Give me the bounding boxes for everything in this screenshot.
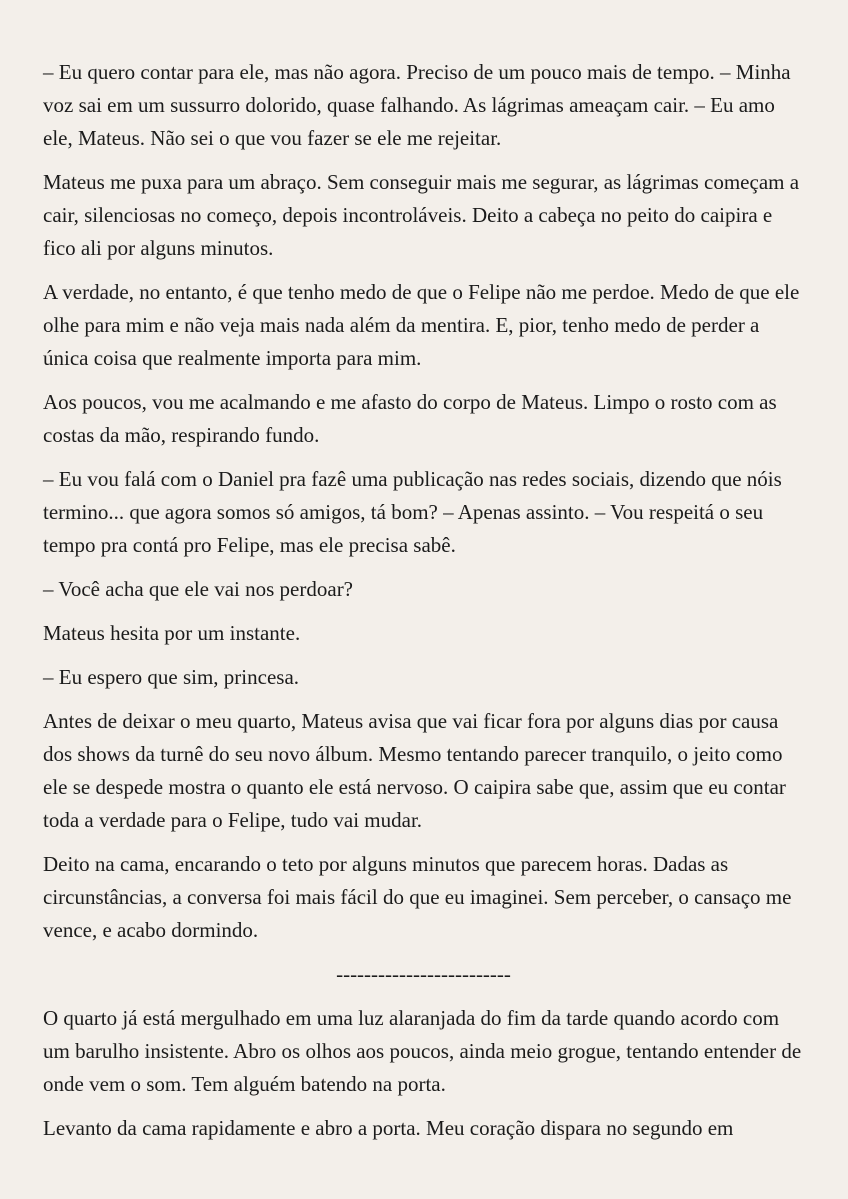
paragraph: A verdade, no entanto, é que tenho medo de que o Felipe não me perdoe. Medo de que ele olhe para mim e não veja mais nada além da mentira. E, pior, tenho medo de perder a única coisa que realmente importa para mim. bbox=[43, 280, 800, 370]
paragraph: O quarto já está mergulhado em uma luz alaranjada do fim da tarde quando acordo com um barulho insistente. Abro os olhos aos poucos, ainda meio grogue, tentando entender de onde vem o som. Tem alguém batendo na porta. bbox=[43, 1006, 802, 1096]
scene-separator: ------------------------- bbox=[336, 962, 511, 986]
paragraph: Aos poucos, vou me acalmando e me afasto do corpo de Mateus. Limpo o rosto com as costas da mão, respirando fundo. bbox=[43, 390, 777, 447]
paragraph: – Eu espero que sim, princesa. bbox=[43, 665, 300, 689]
paragraph: Antes de deixar o meu quarto, Mateus avisa que vai ficar fora por alguns dias por causa dos shows da turnê do seu novo álbum. Mesmo tentando parecer tranquilo, o jeito como ele se despede mostra o quanto ele está nervoso. O caipira sabe que, assim que eu contar toda a verdade para o Felipe, tudo vai mudar. bbox=[43, 709, 786, 832]
paragraph: – Você acha que ele vai nos perdoar? bbox=[43, 577, 354, 601]
paragraph: – Eu quero contar para ele, mas não agora. Preciso de um pouco mais de tempo. – Minha voz sai em um sussurro dolorido, quase falhando. As lágrimas ameaçam cair. – Eu amo ele, Mateus. Não sei o que vou fazer se ele me rejeitar. bbox=[43, 60, 791, 150]
paragraph: – Eu vou falá com o Daniel pra fazê uma publicação nas redes sociais, dizendo que nóis termino... que agora somos só amigos, tá bom? – Apenas assinto. – Vou respeitá o seu tempo pra contá pro Felipe, mas ele precisa sabê. bbox=[43, 467, 782, 557]
paragraph: Mateus me puxa para um abraço. Sem conseguir mais me segurar, as lágrimas começam a cair, silenciosas no começo, depois incontroláveis. Deito a cabeça no peito do caipira e fico ali por alguns minutos. bbox=[43, 170, 800, 260]
paragraph: Mateus hesita por um instante. bbox=[43, 621, 301, 645]
paragraph: Deito na cama, encarando o teto por alguns minutos que parecem horas. Dadas as circunstâncias, a conversa foi mais fácil do que eu imaginei. Sem perceber, o cansaço me vence, e acabo dormindo. bbox=[43, 852, 792, 942]
paragraph: Levanto da cama rapidamente e abro a porta. Meu coração dispara no segundo em bbox=[43, 1116, 734, 1140]
